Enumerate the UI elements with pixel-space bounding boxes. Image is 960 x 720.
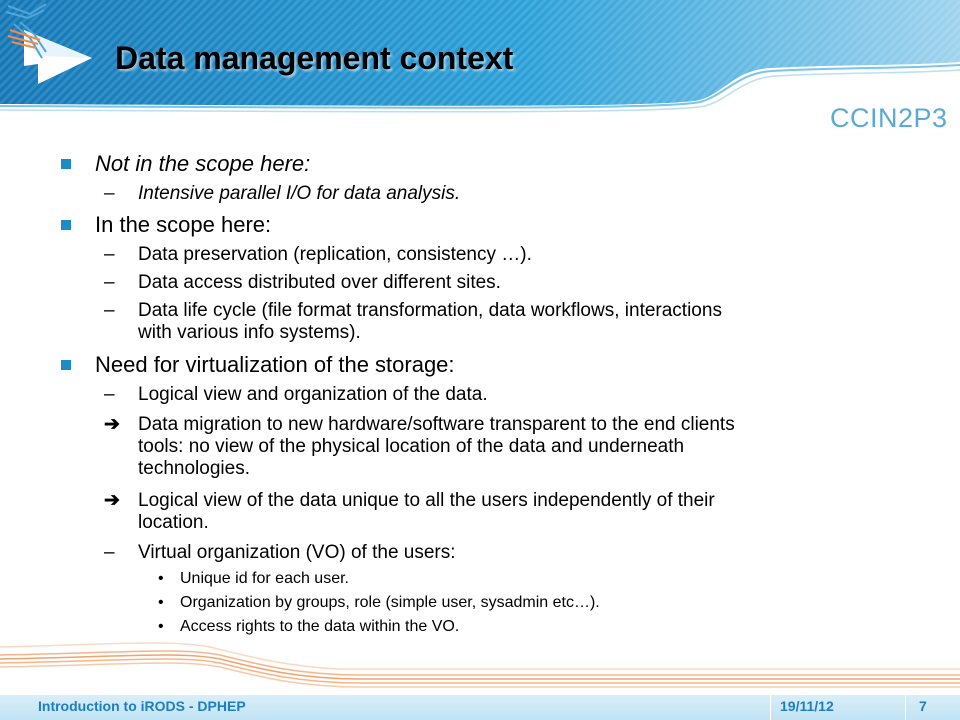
sub-item-text-line2: with various info systems). [138, 322, 361, 343]
sub-item-text: Intensive parallel I/O for data analysis. [138, 183, 461, 204]
sub-item-text-line1: Data life cycle (file format transformation, data workflows, interactions [138, 300, 722, 321]
sub-item-text: Data preservation (replication, consistency …). [138, 244, 532, 265]
bullet-text: In the scope here: [95, 212, 272, 237]
sub-item [104, 244, 532, 266]
arrow-item-text-line1: Data migration to new hardware/software transparent to the end clients [138, 414, 735, 435]
sub-sub-item-text: Access rights to the data within the VO. [180, 618, 460, 635]
sub-item-text: Data access distributed over different sites. [138, 272, 501, 293]
right-arrow-icon: ➔ [104, 414, 120, 435]
square-bullet-icon [61, 220, 71, 230]
footer-decoration [0, 625, 960, 695]
arrow-item [104, 490, 715, 534]
dot-marker: • [158, 570, 164, 587]
sub-sub-item [158, 594, 600, 612]
sub-item [104, 272, 501, 294]
bullet-item [95, 352, 455, 378]
right-arrow-icon: ➔ [104, 490, 120, 511]
dash-marker: – [104, 244, 115, 265]
sub-item-text: Logical view and organization of the data. [138, 384, 488, 405]
sub-item [104, 300, 722, 344]
dash-marker: – [104, 542, 115, 563]
sub-item [104, 384, 488, 406]
square-bullet-icon [61, 360, 71, 370]
dash-marker: – [104, 272, 115, 293]
sub-item [104, 183, 461, 205]
sub-item-text: Virtual organization (VO) of the users: [138, 542, 456, 563]
dash-marker: – [104, 300, 115, 321]
bullet-text: Not in the scope here: [95, 151, 311, 176]
arrow-item-text-line3: technologies. [138, 458, 250, 479]
slide-footer [0, 695, 960, 720]
footer-date: 19/11/12 [780, 698, 834, 714]
logo-text: CCIN2P3 [830, 103, 948, 133]
sub-sub-item [158, 570, 349, 588]
dot-marker: • [158, 594, 164, 611]
arrow-item-text-line1: Logical view of the data unique to all the users independently of their [138, 490, 715, 511]
footer-divider [905, 695, 906, 720]
bullet-item [95, 212, 271, 238]
bullet-item [95, 151, 310, 177]
footer-divider [770, 695, 771, 720]
square-bullet-icon [61, 159, 71, 169]
dash-marker: – [104, 183, 115, 204]
sub-item [104, 542, 456, 564]
dash-marker: – [104, 384, 115, 405]
arrow-item [104, 414, 735, 480]
sub-sub-item-text: Unique id for each user. [180, 570, 349, 587]
bullet-text: Need for virtualization of the storage: [95, 352, 455, 377]
sub-sub-item-text: Organization by groups, role (simple user, sysadmin etc…). [180, 594, 600, 611]
arrow-item-text-line2: location. [138, 512, 209, 533]
arrow-item-text-line2: tools: no view of the physical location of the data and underneath [138, 436, 685, 457]
footer-presentation-title: Introduction to iRODS - DPHEP [38, 698, 246, 714]
footer-page-number: 7 [919, 698, 927, 714]
dot-marker: • [158, 618, 164, 635]
slide-title: Data management context [115, 40, 514, 76]
